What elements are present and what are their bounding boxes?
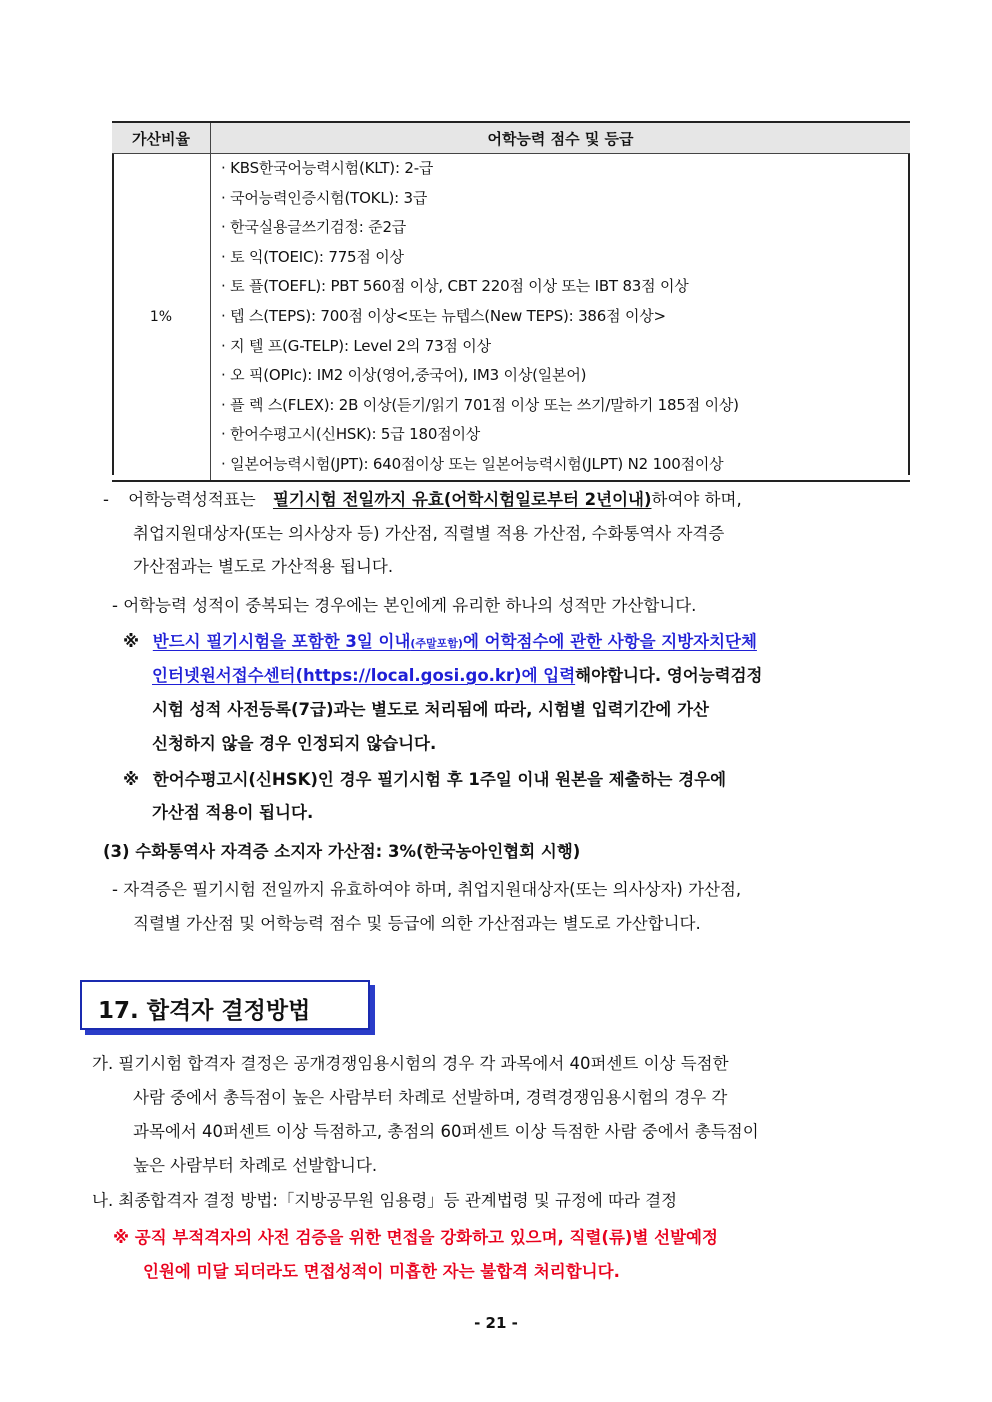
score-item-tokl: · 국어능력인증시험(TOKL): 3급 [221,188,428,207]
language-score-table [112,121,910,482]
notice2-line2: 가산점 적용이 됩니다. [152,803,314,822]
notice1-line2-post: 해야합니다. 영어능력검정 [575,666,763,685]
item-ga-line2: 사람 중에서 총득점이 높은 사람부터 차례로 선발하며, 경력경쟁임용시험의 경우 각 [133,1088,728,1107]
notice1-mark: ※ [123,632,140,651]
item-na: 나. 최종합격자 결정 방법:「지방공무원 임용령」등 관계법령 및 규정에 따라 결정 [92,1191,678,1210]
notice1-line2 [152,666,763,686]
notice2-line1 [123,770,726,790]
item-ga-line4: 높은 사람부터 차례로 선발합니다. [133,1156,378,1175]
sub3-line2: 직렬별 가산점 및 어학능력 점수 및 등급에 의한 가산점과는 별도로 가산합니다. [133,914,701,933]
score-item-toefl: · 토 플(TOEFL): PBT 560점 이상, CBT 220점 이상 또는 IBT 83점 이상 [221,277,689,296]
score-item-toeic: · 토 익(TOEIC): 775점 이상 [221,247,404,266]
page-number: - 21 - [474,1314,518,1332]
note1-pre: 어학능력성적표는 [128,490,256,509]
notice1-line1 [123,632,910,654]
note1-line2-text: 취업지원대상자(또는 의사상자 등) 가산점, 직렬별 적용 가산점, 수화통역사 자격증 [133,524,725,543]
notice1-line3: 시험 성적 사전등록(7급)과는 별도로 처리됨에 따라, 시험별 입력기간에 가산 [152,700,709,719]
notice2-text: 한어수평고시(신HSK)인 경우 필기시험 후 1주일 이내 원본을 제출하는 경우에 [152,770,727,789]
item-ga-line1: 가. 필기시험 합격자 결정은 공개경쟁임용시험의 경우 각 과목에서 40퍼센트 이상 득점한 [92,1054,729,1073]
warning-line2: 인원에 미달 되더라도 면접성적이 미흡한 자는 불합격 처리합니다. [143,1262,620,1281]
section-title: 17. 합격자 결정방법 [98,998,311,1024]
score-item-hsk: · 한어수평고시(신HSK): 5급 180점이상 [221,425,481,444]
notice1-url-link[interactable]: 인터넷원서접수센터(https://local.gosi.go.kr)에 입력 [152,666,576,685]
item-ga-line3: 과목에서 40퍼센트 이상 득점하고, 총점의 60퍼센트 이상 득점한 사람 중에서 총득점이 [133,1122,759,1141]
notice1-line4: 신청하지 않을 경우 인정되지 않습니다. [152,734,437,753]
section-17-box [80,980,370,1030]
header-rate: 가산비율 [112,122,211,154]
rate-cell: 1% [112,154,211,481]
score-item-opic: · 오 픽(OPIc): IM2 이상(영어,중국어), IM3 이상(일본어) [221,366,587,385]
note1-line1 [103,490,910,510]
note1-line3: 가산점과는 별도로 가산적용 됩니다. [133,557,394,576]
notice1-deadline: 반드시 필기시험을 포함한 3일 이내 [152,632,411,651]
score-item-jpt: · 일본어능력시험(JPT): 640점이상 또는 일본어능력시험(JLPT) N2 100점이상 [221,454,724,473]
table-header-row [112,122,910,154]
sub3-line1: - 자격증은 필기시험 전일까지 유효하여야 하며, 취업지원대상자(또는 의사상자) 가산점, [112,880,742,899]
table-row [112,154,910,481]
score-item-writing: · 한국실용글쓰기검정: 준2급 [221,218,407,237]
score-item-flex: · 플 렉 스(FLEX): 2B 이상(듣기/읽기 701점 이상 또는 쓰기/말하기 185점 이상) [221,395,739,414]
notice2-mark: ※ [123,770,140,789]
notice1-weekend: (주말포함) [410,637,463,650]
note1-post: 하여야 하며, [651,490,742,509]
score-item-teps: · 텝 스(TEPS): 700점 이상<또는 뉴텝스(New TEPS): 386점 이상> [221,306,666,325]
note1-dash: - [103,490,109,509]
notice1-input-target: 에 어학점수에 관한 사항을 지방자치단체 [462,632,757,651]
sub3-heading: (3) 수화통역사 자격증 소지자 가산점: 3%(한국농아인협회 시행) [103,842,581,861]
note2: - 어학능력 성적이 중복되는 경우에는 본인에게 유리한 하나의 성적만 가산합니다. [112,596,697,615]
score-items-cell [211,154,911,481]
note1-line2 [133,524,910,544]
score-item-klt: · KBS한국어능력시험(KLT): 2-급 [221,159,434,177]
warning-line1: ※ 공직 부적격자의 사전 검증을 위한 면접을 강화하고 있으며, 직렬(류)별 선발예정 [113,1228,718,1247]
header-scores: 어학능력 점수 및 등급 [211,122,911,154]
note1-validity: 필기시험 전일까지 유효(어학시험일로부터 2년이내) [272,490,652,509]
score-item-gtelp: · 지 텔 프(G-TELP): Level 2의 73점 이상 [221,336,491,355]
